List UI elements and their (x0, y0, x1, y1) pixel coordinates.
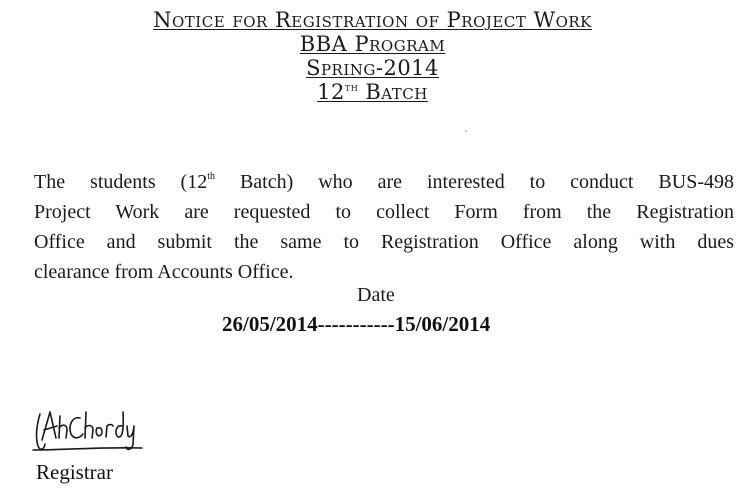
notice-body (34, 167, 734, 287)
batch-number: 12 (317, 80, 345, 104)
notice-heading (0, 8, 745, 104)
program-name: BBA Program (299, 32, 446, 56)
body-line-1 (34, 167, 734, 197)
scan-speck (465, 130, 467, 132)
date-label: Date (357, 284, 395, 306)
handwritten-signature (30, 404, 145, 456)
body-line-1-sup: th (207, 171, 215, 182)
body-line-1-end: Batch) who are interested to conduct BUS-498 (215, 171, 734, 193)
semester: Spring-2014 (306, 56, 439, 80)
body-line-1-start: The students (12 (34, 171, 208, 193)
body-line-3: Office and submit the same to Registration Office along with dues (34, 231, 734, 253)
batch-suffix: th (344, 80, 359, 94)
batch-word: Batch (365, 80, 428, 104)
date-range: 26/05/2014-----------15/06/2014 (222, 312, 491, 336)
body-line-2: Project Work are requested to collect Form from the Registration (34, 201, 734, 223)
registrar-title: Registrar (36, 460, 113, 484)
notice-title: Notice for Registration of Project Work (153, 8, 592, 32)
body-line-4: clearance from Accounts Office. (34, 261, 294, 283)
batch-heading (0, 80, 745, 104)
